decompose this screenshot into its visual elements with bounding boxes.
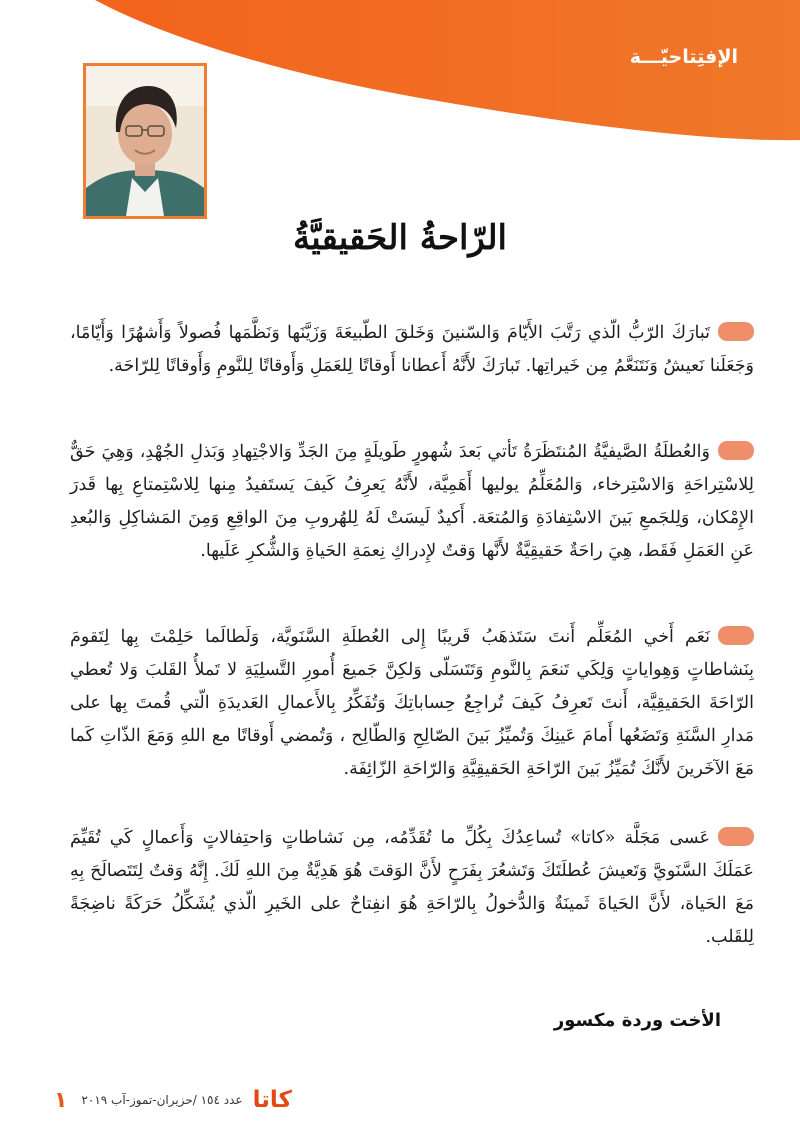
paragraph-2-text: وَالعُطلَةُ الصَّيفيَّةُ المُنتَظَرَةُ تَأتي بَعدَ شُهورٍ طَويلَةٍ مِنَ الجَدِّ وَالاجْتِهادِ وَبَذلِ الجُهْدِ، وَهِيَ حَقٌّ لِلاسْتِراحَةِ وَالاسْتِرخاء، وَالمُعَلِّمُ يوليها أَهَمِيَّة، لأَنَّهُ يَعرِفُ كَيفَ يَستَفيدُ مِنها لِلاسْتِمتاعِ بِها قَدرَ الإِمْكان، وَلِلجَمعِ بَينَ الاسْتِفادَةِ وَالمُتعَة. أَكيدٌ لَيسَتْ لَهُ لِلهُروبِ مِنَ الواقِعِ وَمِنَ المَشاكِلِ وَالبُعدِ عَنِ العَمَلِ فَقَط، هِيَ راحَةٌ حَقيقِيَّةٌ لأَنَّها وَقتٌ لإِدراكِ نِعمَةِ الحَياةِ وَالشُّكرِ عَلَيها. bbox=[70, 442, 754, 561]
paragraph-marker-icon bbox=[718, 322, 754, 341]
author-signature: الأخت وردة مكسور bbox=[553, 1010, 721, 1031]
paragraph-4 bbox=[70, 822, 754, 954]
paragraph-marker-icon bbox=[718, 441, 754, 460]
paragraph-4-text: عَسى مَجَلَّة «كاتا» تُساعِدُكَ بِكُلِّ ما تُقَدِّمُه، مِن نَشاطاتٍ وَاحتِفالاتٍ وَأَعمالٍ كَي تُقَيِّمَ عَمَلَكَ السَّنَويَّ وَتَعيشَ عُطلَتَكَ وَتَشعُرَ بِفَرَحٍ لأَنَّ الوَقتَ هُوَ هَدِيَّةٌ مِنَ اللهِ لَكَ. إِنَّهُ وَقتٌ لِتَتَصالَحَ بِهِ مَعَ الحَياة، لأَنَّ الحَياةَ ثَمينَةٌ وَالدُّخولُ بِالرّاحَةِ هُوَ انفِتاحٌ على الخَيرِ الّذي يُشَكِّلُ حَرَكَةً ناضِجَةً لِلقَلب. bbox=[70, 828, 754, 947]
paragraph-2 bbox=[70, 436, 754, 568]
section-label: الإفتِتاحيّـــة bbox=[629, 46, 738, 68]
page-number: ١ bbox=[54, 1087, 68, 1113]
paragraph-3 bbox=[70, 621, 754, 786]
magazine-brand: كاتا bbox=[252, 1087, 292, 1113]
paragraph-1-text: تَبارَكَ الرّبُّ الّذي رَتَّبَ الأَيّامَ وَالسّنينَ وَخَلقَ الطّبيعَةَ وَزَيَّنَها وَنَظَّمَها فُصولاً وَأَشهُرًا وَأَيّامًا، وَجَعَلَنا نَعيشُ وَنَتَنَعَّمُ مِن خَيراتِها. تَبارَكَ لأَنَّهُ أَعطانا أَوقاتًا لِلعَمَلِ وَأَوقاتًا لِلنَّومِ وَأَوقاتًا لِلرّاحَة. bbox=[70, 323, 754, 376]
author-photo bbox=[83, 63, 207, 219]
page-footer bbox=[54, 1087, 292, 1113]
paragraph-3-text: نَعَم أَخي المُعَلِّم أَنتَ سَتَذهَبُ قَريبًا إِلى العُطلَةِ السَّنَويَّة، وَلَطالَما حَلِمْتَ بِها لِتَقومَ بِنَشاطاتٍ وَهِواياتٍ وَلِكَي تَنعَمَ بِالنَّومِ وَتَتَسَلّى وَلكِنَّ جَميعَ أُمورِ التَّسلِيَةِ لا تَملأُ القَلبَ وَلا تُعطي الرّاحَةَ الحَقيقِيَّة، أَنتَ تَعرِفُ كَيفَ تُراجِعُ حِساباتِكَ وَتُفَكِّرُ بِالأَعمالِ العَديدَةِ الّتي قُمتَ بِها على مَدارِ السَّنَةِ وَتَضَعُها أَمامَ عَينِكَ وَتُميِّزُ بَينَ الصّالِحِ وَالطّالِح ، وَتُمضي أَوقاتًا مع اللهِ وَمَعَ الذّاتِ كَما مَعَ الآخَرينَ لأَنَّكَ تُمَيِّزُ بَينَ الرّاحَةِ الحَقيقِيَّةِ وَالرّاحَةِ الزّائِفَة. bbox=[70, 627, 754, 779]
paragraph-marker-icon bbox=[718, 827, 754, 846]
paragraph-1 bbox=[70, 317, 754, 383]
paragraph-marker-icon bbox=[718, 626, 754, 645]
issue-info: عدد ١٥٤ /حزيران-تموز-آب ٢٠١٩ bbox=[81, 1093, 243, 1107]
article-title: الرّاحةُ الحَقيقيَّةُ bbox=[293, 218, 507, 258]
